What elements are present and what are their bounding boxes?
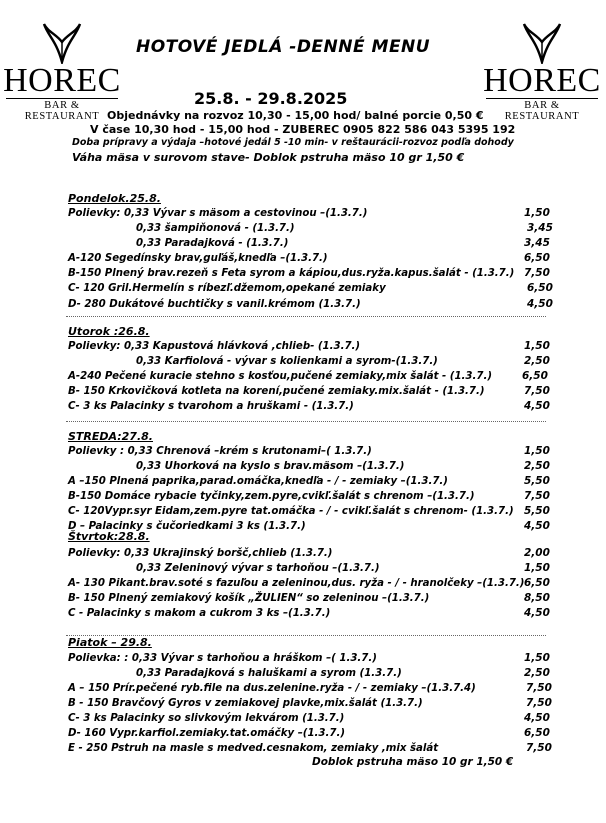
menu-item-price: 1,50 — [524, 340, 550, 352]
menu-item-price: 1,50 — [524, 207, 550, 219]
menu-item-price: 6,50 — [524, 727, 550, 739]
menu-item-price: 6,50 — [524, 577, 550, 589]
menu-item-price: 7,50 — [526, 682, 552, 694]
menu-dates: 25.8. - 29.8.2025 — [194, 89, 348, 108]
menu-item-name: A-120 Segedínsky brav,guľáš,knedľa –(1.3.7.) — [68, 253, 328, 264]
menu-item-name: D – Palacinky s čučoriedkami 3 ks (1.3.7.) — [68, 521, 306, 532]
day-heading: Piatok – 29.8. — [68, 636, 152, 649]
menu-item — [0, 339, 606, 354]
menu-item-price: 7,50 — [524, 490, 550, 502]
order-info: Objednávky na rozvoz 10,30 - 15,00 hod/ balné porcie 0,50 € — [107, 109, 484, 122]
menu-item — [0, 251, 606, 266]
menu-item-name: C- 120 Gril.Hermelín s ríbezľ.džemom,opekané zemiaky — [68, 283, 386, 294]
contact-info: V čase 10,30 hod - 15,00 hod - ZUBEREC 0905 822 586 043 5395 192 — [90, 123, 516, 136]
menu-item-price: 4,50 — [524, 712, 550, 724]
menu-item-price: 7,50 — [524, 385, 550, 397]
menu-item — [0, 696, 606, 711]
menu-item-price: 6,50 — [522, 370, 548, 382]
logo-left — [2, 20, 122, 122]
menu-item-name: Polievka: : 0,33 Vývar s tarhoňou a hráškom –( 1.3.7.) — [68, 653, 377, 664]
logo-name: HOREC — [3, 62, 121, 99]
menu-item-name: B- 150 Krkovičková kotleta na korení,pučené zemiaky.mix.šalát - (1.3.7.) — [68, 386, 485, 397]
menu-item-price: 1,50 — [524, 562, 550, 574]
day-heading: STREDA:27.8. — [68, 430, 153, 443]
menu-item — [0, 561, 606, 576]
menu-item — [0, 606, 606, 621]
menu-item — [0, 651, 606, 666]
menu-item — [0, 399, 606, 414]
menu-item-price: 3,45 — [527, 222, 553, 234]
menu-item-price: 6,50 — [527, 282, 553, 294]
menu-item — [0, 236, 606, 251]
menu-item-price: 1,50 — [524, 445, 550, 457]
menu-item — [0, 221, 606, 236]
prep-info: Doba prípravy a výdaja –hotové jedál 5 -10 min- v reštaurácii-rozvoz podľa dohody — [72, 137, 514, 148]
menu-item-name: B-150 Domáce rybacie tyčinky,zem.pyre,cvikľ.šalát s chrenom –(1.3.7.) — [68, 491, 475, 502]
menu-item-name: C- 3 ks Palacinky s tvarohom a hruškami - (1.3.7.) — [68, 401, 354, 412]
menu-item — [0, 726, 606, 741]
menu-item — [0, 591, 606, 606]
section-divider — [66, 421, 546, 422]
menu-item-price: 2,50 — [524, 667, 550, 679]
logo-subtitle: BAR & RESTAURANT — [6, 98, 118, 122]
menu-item — [0, 297, 606, 312]
menu-item-price: 7,50 — [526, 742, 552, 754]
menu-item-name: D- 160 Vypr.karfiol.zemiaky.tat.omáčky –(1.3.7.) — [68, 728, 345, 739]
menu-item-name: A- 130 Pikant.brav.soté s fazuľou a zeleninou,dus. ryža - / - hranolčeky –(1.3.7.) — [68, 578, 525, 589]
logo-name: HOREC — [483, 62, 601, 99]
menu-item-price: 4,50 — [524, 400, 550, 412]
menu-item-name: A-240 Pečené kuracie stehno s kosťou,pučené zemiaky,mix šalát - (1.3.7.) — [68, 371, 492, 382]
menu-item-name: 0,33 Paradajková s haluškami a syrom (1.3.7.) — [136, 668, 402, 679]
menu-item — [0, 711, 606, 726]
trout-footer-note: Doblok pstruha mäso 10 gr 1,50 € — [312, 756, 514, 768]
menu-item — [0, 459, 606, 474]
menu-item — [0, 681, 606, 696]
menu-item — [0, 741, 606, 756]
weight-info: Váha mäsa v surovom stave- Doblok pstruha mäso 10 gr 1,50 € — [72, 151, 465, 164]
menu-title: HOTOVÉ JEDLÁ -DENNÉ MENU — [136, 37, 431, 57]
menu-item-price: 5,50 — [524, 505, 550, 517]
menu-item-name: D- 280 Dukátové buchtičky s vanil.krémom (1.3.7.) — [68, 299, 361, 310]
day-heading: Utorok :26.8. — [68, 325, 150, 338]
menu-item — [0, 281, 606, 296]
menu-item-price: 3,45 — [524, 237, 550, 249]
menu-item-name: 0,33 Uhorková na kyslo s brav.mäsom –(1.3.7.) — [136, 461, 405, 472]
menu-item — [0, 206, 606, 221]
menu-item-name: 0,33 Zeleninový vývar s tarhoňou –(1.3.7.) — [136, 563, 380, 574]
logo-subtitle: BAR & RESTAURANT — [486, 98, 598, 122]
menu-item-name: B-150 Plnený brav.rezeň s Feta syrom a kápiou,dus.ryža.kapus.šalát - (1.3.7.) — [68, 268, 515, 279]
logo-right — [482, 20, 602, 122]
menu-item-name: B- 150 Plnený zemiakový košík „ŽULIEN“ so zeleninou –(1.3.7.) — [68, 593, 430, 604]
menu-item-name: E - 250 Pstruh na masle s medved.cesnakom, zemiaky ,mix šalát — [68, 743, 439, 754]
menu-item-name: B - 150 Bravčový Gyros v zemiakovej plavke,mix.šalát (1.3.7.) — [68, 698, 423, 709]
section-divider — [66, 635, 546, 636]
menu-item-price: 7,50 — [526, 697, 552, 709]
menu-item — [0, 504, 606, 519]
menu-item — [0, 666, 606, 681]
menu-item-name: C- 120Vypr.syr Eidam,zem.pyre tat.omáčka - / - cvikľ.šalát s chrenom- (1.3.7.) — [68, 506, 514, 517]
section-divider — [66, 316, 546, 317]
menu-item-price: 2,50 — [524, 460, 550, 472]
menu-item — [0, 576, 606, 591]
menu-item-name: 0,33 šampiňonová - (1.3.7.) — [136, 223, 295, 234]
menu-item — [0, 489, 606, 504]
menu-item-price: 6,50 — [524, 252, 550, 264]
menu-item-name: Polievky: 0,33 Ukrajinský boršč,chlieb (1.3.7.) — [68, 548, 333, 559]
menu-item-name: A –150 Plnená paprika,parad.omáčka,knedľa - / - zemiaky –(1.3.7.) — [68, 476, 448, 487]
menu-item — [0, 354, 606, 369]
menu-item-price: 1,50 — [524, 652, 550, 664]
menu-item-price: 7,50 — [524, 267, 550, 279]
menu-item-name: Polievky: 0,33 Kapustová hlávková ,chlieb- (1.3.7.) — [68, 341, 361, 352]
menu-item-name: A – 150 Prír.pečené ryb.file na dus.zelenine.ryža - / - zemiaky –(1.3.7.4) — [68, 683, 476, 694]
lily-logo-icon — [38, 20, 86, 64]
menu-item-price: 4,50 — [527, 298, 553, 310]
menu-item-price: 4,50 — [524, 607, 550, 619]
menu-item-name: Polievky : 0,33 Chrenová –krém s krutonami–( 1.3.7.) — [68, 446, 372, 457]
menu-item — [0, 474, 606, 489]
menu-item — [0, 444, 606, 459]
menu-item-name: C- 3 ks Palacinky so slivkovým lekvárom (1.3.7.) — [68, 713, 345, 724]
menu-item-name: Polievky: 0,33 Vývar s mäsom a cestovinou –(1.3.7.) — [68, 208, 368, 219]
menu-item — [0, 384, 606, 399]
menu-item-name: C - Palacinky s makom a cukrom 3 ks –(1.3.7.) — [68, 608, 331, 619]
menu-item — [0, 369, 606, 384]
day-heading: Štvrtok:28.8. — [68, 530, 150, 543]
menu-item — [0, 266, 606, 281]
menu-item-price: 2,00 — [524, 547, 550, 559]
menu-item-price: 8,50 — [524, 592, 550, 604]
menu-item-name: 0,33 Paradajková - (1.3.7.) — [136, 238, 289, 249]
menu-item-name: 0,33 Karfiolová - vývar s kolienkami a syrom-(1.3.7.) — [136, 356, 438, 367]
menu-item-price: 2,50 — [524, 355, 550, 367]
menu-item — [0, 546, 606, 561]
day-heading: Pondelok.25.8. — [68, 192, 161, 205]
menu-item-price: 4,50 — [524, 520, 550, 532]
lily-logo-icon — [518, 20, 566, 64]
menu-item-price: 5,50 — [524, 475, 550, 487]
